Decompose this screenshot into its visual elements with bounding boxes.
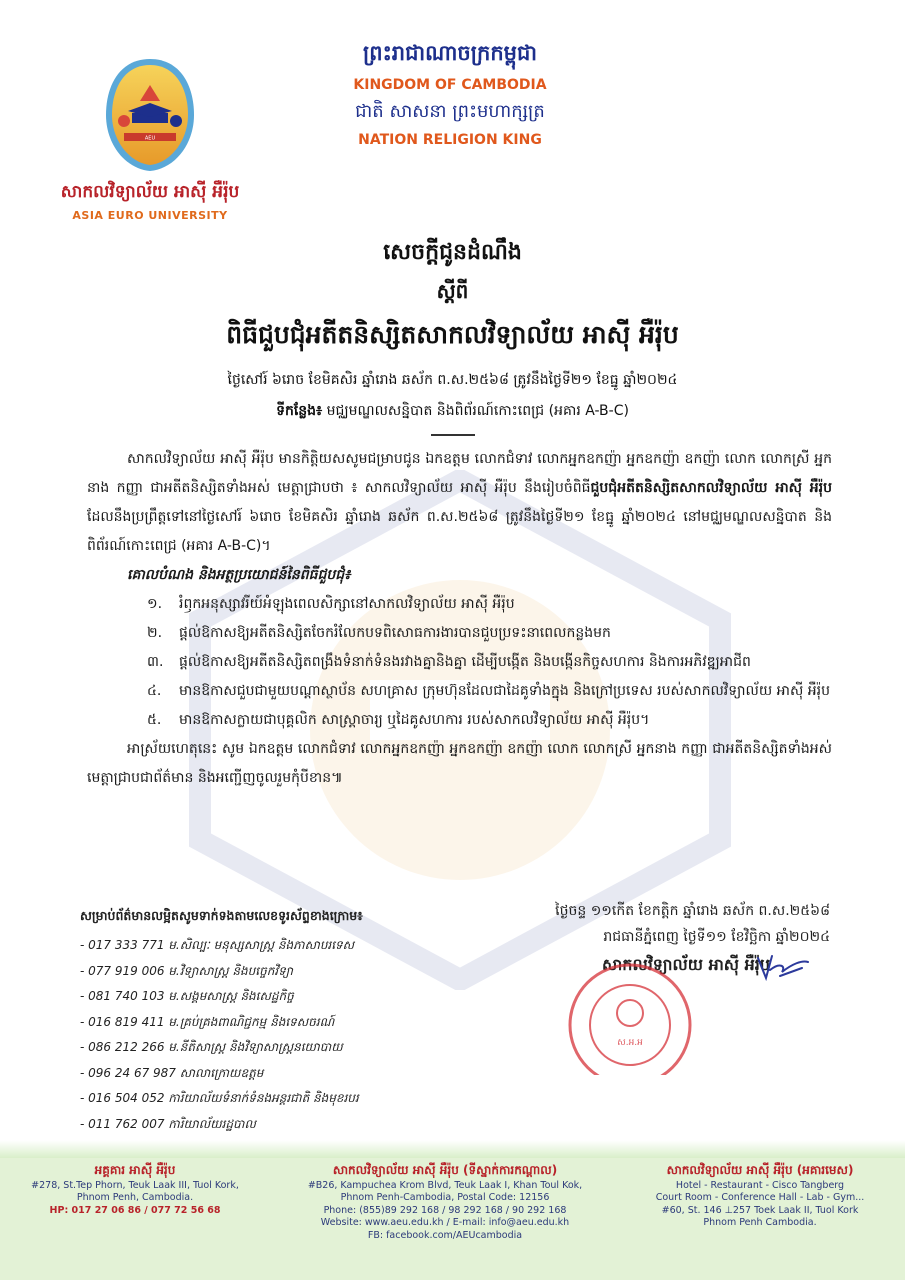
footer-line: Phnom Penh-Cambodia, Postal Code: 12156 bbox=[340, 1192, 550, 1203]
footer-line: Phone: (855)89 292 168 / 98 292 168 / 90 292 168 bbox=[323, 1204, 567, 1216]
logo-text: AEU bbox=[144, 135, 156, 142]
objectives-title: គោលបំណង និងអត្ថប្រយោជន៍នៃពិធីជួបជុំ៖ bbox=[127, 567, 351, 583]
objective-number: ២. bbox=[147, 625, 163, 641]
footer-line: Phnom Penh Cambodia. bbox=[703, 1217, 817, 1228]
objective-number: ៥. bbox=[147, 712, 162, 728]
objective-text: ផ្តល់ឱកាសឱ្យអតីតនិស្សិតចែករំលែកបទពិសោធការងារបានជួបប្រទះនាពេលកន្លងមក bbox=[179, 625, 611, 641]
footer-heading: សាកលវិទ្យាល័យ អាស៊ី អឺរ៉ុប (អគារមេស) bbox=[666, 1163, 854, 1177]
title-divider bbox=[431, 434, 475, 436]
objective-number: ១. bbox=[147, 596, 163, 612]
footer-line: #278, St.Tep Phorn, Teuk Laak III, Tuol Kork, bbox=[31, 1179, 239, 1191]
objective-item bbox=[87, 590, 832, 619]
objectives-list bbox=[87, 590, 832, 735]
university-logo-icon bbox=[102, 55, 198, 175]
footer-heading: សាកលវិទ្យាល័យ អាស៊ី អឺរ៉ុប (ទីស្នាក់ការកណ្តាល) bbox=[332, 1163, 558, 1177]
national-header bbox=[300, 40, 600, 148]
objective-text: ផ្តល់ឱកាសឱ្យអតីតនិស្សិតពង្រឹងទំនាក់ទំនងរវាងគ្នានិងគ្នា ដើម្បីបង្កើត និងបង្កើនកិច្ចសហការ និងការអភិវឌ្ឍអាជីព bbox=[179, 654, 751, 670]
announcement-title-block bbox=[80, 238, 825, 436]
contact-row: - 011 762 007 ការិយាល័យរដ្ឋបាល bbox=[80, 1116, 256, 1131]
intro-text-2: ដែលនឹងប្រព្រឹត្តទៅនៅថ្ងៃសៅរ៍ ៦រោច ខែមិគសិរ ឆ្នាំរោង ឆស័ក ព.ស.២៥៦៨ ត្រូវនឹងថ្ងៃទី២១ ខែធ្នូ ឆ្នាំ២០២៤ នៅមជ្ឈមណ្ឌលសន្និបាត និងពិព័រណ៍កោះពេជ្រ (អគារ A-B-C)។ bbox=[87, 509, 832, 554]
kingdom-km: ព្រះរាជាណាចក្រកម្ពុជា bbox=[362, 41, 537, 65]
intro-text-1: សាកលវិទ្យាល័យ អាស៊ី អឺរ៉ុប មានកិត្តិយសសូមជម្រាបជូន ឯកឧត្តម លោកជំទាវ លោកអ្នកឧកញ៉ា អ្នកឧកញ៉ា ឧកញ៉ា លោក លោកស្រី អ្នកនាង កញ្ញា ជាអតីតនិស្សិតទាំងអស់ មេត្តាជ្រាបថា ៖ សាកលវិទ្យាល័យ អាស៊ី អឺរ៉ុប នឹងរៀបចំពិធី bbox=[87, 451, 832, 496]
footer-campus-1 bbox=[10, 1164, 260, 1217]
footer-line: Website: www.aeu.edu.kh / E-mail: info@aeu.edu.kh bbox=[320, 1217, 570, 1228]
closing-paragraph: អាស្រ័យហេតុនេះ សូម ឯកឧត្តម លោកជំទាវ លោកអ្នកឧកញ៉ា អ្នកឧកញ៉ា ឧកញ៉ា លោក លោកស្រី អ្នកនាង កញ្ញា ជាអតីតនិស្សិតទាំងអស់ មេត្តាជ្រាបជាព័ត៌មាន និងអញ្ជើញចូលរួមកុំបីខាន៕ bbox=[87, 741, 832, 786]
contact-row: - 016 819 411 ម.គ្រប់គ្រងពាណិជ្ជកម្ម និងទេសចរណ៍ bbox=[80, 1014, 335, 1029]
contact-row: - 096 24 67 987 សាលាក្រោយឧត្តម bbox=[80, 1065, 264, 1080]
objective-item bbox=[87, 706, 832, 735]
event-date: ថ្ងៃសៅរ៍ ៦រោច ខែមិគសិរ ឆ្នាំរោង ឆស័ក ព.ស.២៥៦៨ ត្រូវនឹងថ្ងៃទី២១ ខែធ្នូ ឆ្នាំ២០២៤ bbox=[227, 372, 678, 388]
solar-date: រាជធានីភ្នំពេញ ថ្ងៃទី១១ ខែវិច្ឆិកា ឆ្នាំ២០២៤ bbox=[603, 929, 830, 945]
contact-block bbox=[80, 908, 440, 1137]
event-title: ពិធីជួបជុំអតីតនិស្សិតសាកលវិទ្យាល័យ អាស៊ី អឺរ៉ុប bbox=[226, 320, 679, 349]
intro-text-bold: ជួបជុំអតីតនិស្សិតសាកលវិទ្យាល័យ អាស៊ី អឺរ៉ុប bbox=[590, 480, 833, 496]
event-place bbox=[80, 401, 825, 422]
contact-row: - 077 919 006 ម.វិទ្យាសាស្ត្រ និងបច្ចេកវិទ្យា bbox=[80, 963, 293, 978]
announcement-body bbox=[87, 445, 832, 793]
objective-text: មានឱកាសជួបជាមួយបណ្តាស្ថាប័ន សហគ្រាស ក្រុមហ៊ុនដែលជាដៃគូទាំងក្នុង និងក្រៅប្រទេស របស់សាកលវិទ្យាល័យ អាស៊ី អឺរ៉ុប bbox=[179, 683, 830, 699]
contact-row: - 086 212 266 ម.នីតិសាស្ត្រ និងវិទ្យាសាស្ត្រនយោបាយ bbox=[80, 1040, 343, 1054]
contact-row: - 017 333 771 ម.សិល្បៈ មនុស្សសាស្ត្រ និងភាសាបរទេស bbox=[80, 938, 355, 952]
handwritten-signature bbox=[752, 948, 812, 988]
university-logo-block bbox=[60, 55, 240, 222]
footer-line: #B26, Kampuchea Krom Blvd, Teuk Laak I, Khan Toul Kok, bbox=[307, 1179, 583, 1191]
intro-paragraph bbox=[87, 445, 832, 561]
announcement-title: សេចក្តីជូនដំណឹង bbox=[383, 240, 522, 265]
objective-item bbox=[87, 619, 832, 648]
place-value: មជ្ឈមណ្ឌលសន្និបាត និងពិព័រណ៍កោះពេជ្រ (អគារ A-B-C) bbox=[326, 403, 629, 419]
signer-name: សាកលវិទ្យាល័យ អាស៊ី អឺរ៉ុប bbox=[601, 955, 770, 974]
footer-gradient bbox=[0, 1140, 905, 1158]
objective-number: ៣. bbox=[147, 654, 164, 670]
university-name-km: សាកលវិទ្យាល័យ អាស៊ី អឺរ៉ុប bbox=[60, 182, 240, 202]
footer-campus-3 bbox=[620, 1164, 900, 1230]
footer-phone: HP: 017 27 06 86 / 077 72 56 68 bbox=[49, 1204, 221, 1216]
footer-line: FB: facebook.com/AEUcambodia bbox=[367, 1229, 523, 1241]
objective-text: មានឱកាសក្លាយជាបុគ្គលិក សាស្ត្រាចារ្យ ឬដៃគូសហការ របស់សាកលវិទ្យាល័យ អាស៊ី អឺរ៉ុប។ bbox=[179, 712, 650, 728]
footer-line: Court Room - Conference Hall - Lab - Gym... bbox=[655, 1192, 865, 1203]
announcement-subject-label: ស្តីពី bbox=[436, 279, 469, 303]
official-stamp bbox=[545, 945, 715, 1075]
university-name-en: ASIA EURO UNIVERSITY bbox=[72, 209, 228, 222]
kingdom-en: KINGDOM OF CAMBODIA bbox=[353, 77, 547, 93]
motto-km: ជាតិ សាសនា ព្រះមហាក្សត្រ bbox=[355, 101, 545, 122]
objective-item bbox=[87, 648, 832, 677]
objective-number: ៤. bbox=[147, 683, 162, 699]
objective-item bbox=[87, 677, 832, 706]
contact-row: - 016 504 052 ការិយាល័យទំនាក់ទំនងអន្តរជាតិ និងមុខរបរ bbox=[80, 1091, 359, 1105]
footer-heading: អគ្គគារ អាស៊ី អឺរ៉ុប bbox=[94, 1163, 176, 1177]
footer-line: Hotel - Restaurant - Cisco Tangberg bbox=[675, 1179, 845, 1191]
motto-en: NATION RELIGION KING bbox=[358, 132, 542, 148]
lunar-date: ថ្ងៃចន្ទ ១១កើត ខែកត្តិក ឆ្នាំរោង ឆស័ក ព.ស.២៥៦៨ bbox=[555, 903, 830, 919]
objective-text: រំឭកអនុស្សាវរីយ៍អំឡុងពេលសិក្សានៅសាកលវិទ្យាល័យ អាស៊ី អឺរ៉ុប bbox=[179, 596, 515, 612]
contact-title: សម្រាប់ព័ត៌មានលម្អិតសូមទាក់ទងតាមលេខទូរស័ព្ទខាងក្រោម៖ bbox=[80, 908, 363, 923]
footer-line: Phnom Penh, Cambodia. bbox=[76, 1192, 194, 1203]
place-label: ទីកន្លែង៖ bbox=[276, 403, 323, 419]
footer-line: #60, St. 146 ⊥257 Toek Laak II, Tuol Kork bbox=[661, 1204, 859, 1216]
stamp-abbrev: ស.អ.អ bbox=[617, 1038, 643, 1048]
footer-campus-2 bbox=[280, 1164, 610, 1242]
contact-row: - 081 740 103 ម.សង្គមសាស្ត្រ និងសេដ្ឋកិច្ច bbox=[80, 989, 294, 1003]
footer bbox=[0, 1158, 905, 1280]
